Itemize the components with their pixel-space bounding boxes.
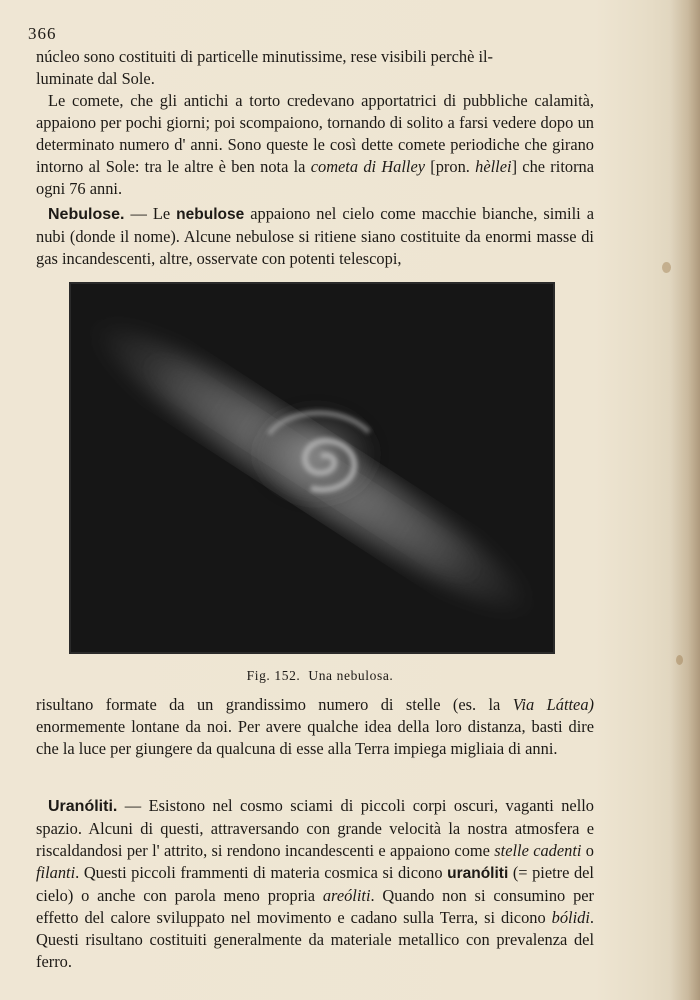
text-span: núcleo sono costituiti di particelle minutissime, rese visibili perchè il- <box>36 47 494 66</box>
bold-term: nebulose <box>176 206 245 223</box>
page-number: 366 <box>28 24 57 43</box>
text-span: Le comete, che gli antichi a torto credevano apportatrici di pubbliche calamità, appaiono per pochi giorni; poi scompaiono, tornando di solito a farsi vedere dopo un determinato numero d' anni. Sono queste le così dette comete periodiche che girano intorno al Sole: tra le altre è ben nota la <box>36 91 594 176</box>
emphasis-text: areóliti <box>322 886 371 905</box>
page-edge-shadow <box>670 0 700 1000</box>
foxing-stain <box>676 655 683 665</box>
emphasis-text: hèllei <box>475 157 512 176</box>
emphasis-text: bólidi <box>551 908 590 927</box>
text-span: — Le <box>124 204 177 223</box>
nebula-photograph <box>69 282 555 654</box>
emphasis-text: cometa di Halley <box>310 157 426 176</box>
paragraph-comete <box>36 90 594 200</box>
emphasis-text: Via Láttea) <box>512 695 594 714</box>
text-span: [pron. <box>425 157 476 176</box>
text-span: . Questi piccoli frammenti di materia cosmica si dicono <box>75 863 448 882</box>
section-heading: Uranóliti. <box>48 798 118 815</box>
text-span: (= pietre del cielo) o anche con parola meno propria <box>36 863 594 905</box>
text-span: . Quando non si consumino per effetto del calore sviluppato nel movimento e cadano sulla Terra, si dicono <box>36 886 595 927</box>
text-span: risultano formate da un grandissimo numero di stelle (es. la <box>36 695 513 714</box>
text-span: ] che ritorna ogni 76 anni. <box>36 157 594 198</box>
text-span: — Esistono nel cosmo sciami di piccoli corpi oscuri, vaganti nello spazio. Alcuni di questi, attraversando con grande velocità la nostra atmosfera e riscaldandosi per l' attrito, si rendono incandescenti e appaiono come <box>36 796 594 860</box>
paragraph-nucleo <box>36 46 594 200</box>
text-span: appaiono nel cielo come macchie bianche, simili a nubi (donde il nome). Alcune nebulose si ritiene siano costituite da enormi masse di gas incandescenti, altre, osservate con potenti telescopi, <box>36 204 594 268</box>
figure-label: Fig. 152. <box>246 668 301 683</box>
nebula-image <box>71 284 553 652</box>
paragraph-continuation <box>36 694 594 760</box>
section-heading: Nebulose. <box>48 206 125 223</box>
emphasis-text: filanti <box>36 863 76 882</box>
figure-caption-text: Una nebulosa. <box>308 668 394 683</box>
text-span: luminate dal Sole. <box>36 69 155 88</box>
text-span: enormemente lontane da noi. Per avere qualche idea della loro distanza, basti dire che la luce per giungere da qualcuna di esse alla Terra impiega migliaia di anni. <box>36 717 594 758</box>
foxing-stain <box>662 262 671 273</box>
text-span: . Questi risultano costituiti generalmente da materiale metallico con prevalenza del ferro. <box>36 908 594 971</box>
text-span: o <box>581 841 595 860</box>
emphasis-text: stelle cadenti <box>494 841 582 860</box>
figure-caption <box>0 668 640 684</box>
paragraph-uranoliti <box>36 795 594 973</box>
paragraph-nebulose <box>36 203 594 270</box>
bold-term: uranóliti <box>447 865 509 882</box>
text-line <box>36 46 594 90</box>
